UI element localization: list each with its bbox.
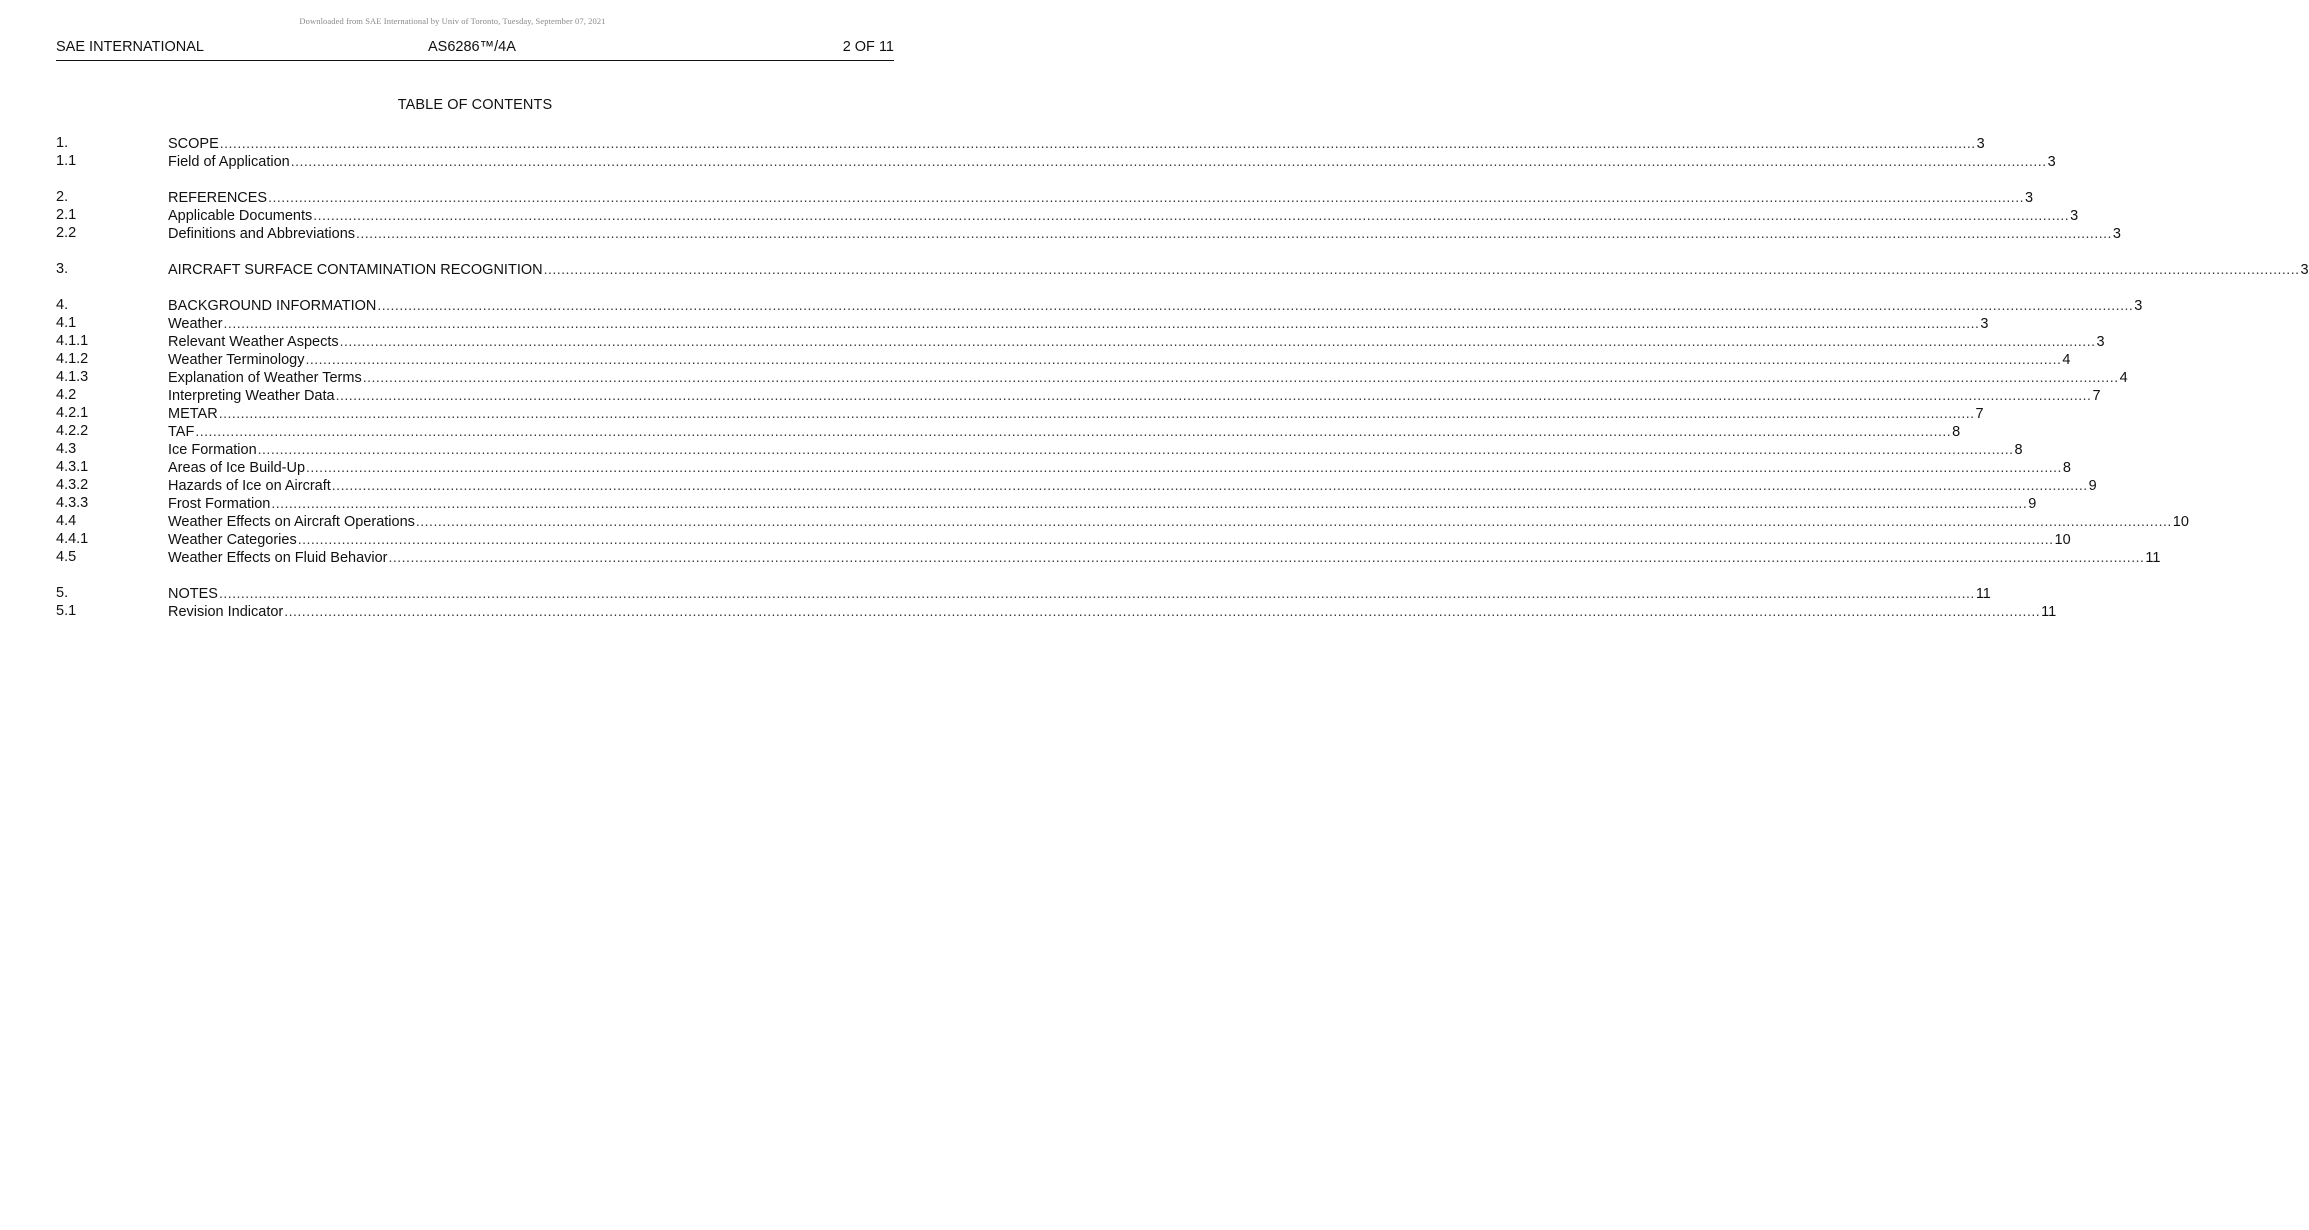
toc-entry-title: Weather Effects on Aircraft Operations	[168, 514, 415, 530]
toc-entry-title: Areas of Ice Build-Up	[168, 460, 306, 476]
toc-entry-title: Frost Formation	[168, 496, 271, 512]
toc-entry-title: Weather Categories	[168, 532, 297, 548]
toc-entry-line	[168, 602, 2057, 621]
toc-entry[interactable]	[56, 512, 2189, 530]
toc-entry[interactable]	[56, 134, 1985, 152]
dot-leader: ................................................................................................................................................................................................................................................................................................................................................................................................................	[218, 585, 1975, 601]
toc-entry-page: 4	[2119, 370, 2128, 386]
toc-entry-line	[168, 224, 2121, 243]
toc-entry-page: 8	[2062, 460, 2071, 476]
toc-entry[interactable]	[56, 314, 1989, 332]
toc-entry-number: 5.	[56, 585, 69, 601]
toc-entry[interactable]	[56, 260, 2309, 278]
dot-leader: ................................................................................................................................................................................................................................................................................................................................................................................................................	[271, 495, 2028, 511]
toc-entry-number: 4.1.2	[56, 351, 89, 367]
toc-entry-number: 1.	[56, 135, 69, 151]
dot-leader: ................................................................................................................................................................................................................................................................................................................................................................................................................	[362, 369, 2119, 385]
dot-leader: ................................................................................................................................................................................................................................................................................................................................................................................................................	[268, 189, 2024, 205]
toc-section-group	[56, 260, 2309, 278]
toc-entry-number: 4.	[56, 297, 69, 313]
dot-leader: ................................................................................................................................................................................................................................................................................................................................................................................................................	[219, 135, 1976, 151]
toc-entry-number: 2.	[56, 189, 69, 205]
toc-entry-title: TAF	[168, 424, 195, 440]
toc-entry-page: 7	[1975, 406, 1984, 422]
toc-entry-number: 4.3.2	[56, 477, 89, 493]
toc-entry-number: 5.1	[56, 603, 77, 619]
toc-entry-page: 8	[2014, 442, 2023, 458]
toc-entry-line	[168, 530, 2071, 549]
dot-leader: ................................................................................................................................................................................................................................................................................................................................................................................................................	[257, 441, 2014, 457]
toc-entry-title: Relevant Weather Aspects	[168, 334, 339, 350]
toc-entry[interactable]	[56, 476, 2097, 494]
toc-entry-title: METAR	[168, 406, 218, 422]
toc-entry-number: 4.4.1	[56, 531, 89, 547]
toc-entry-page: 7	[2092, 388, 2101, 404]
toc-entry[interactable]	[56, 350, 2071, 368]
toc-entry-page: 3	[2134, 298, 2143, 314]
toc-entry-page: 3	[1976, 136, 1985, 152]
toc-entry-title: BACKGROUND INFORMATION	[168, 298, 377, 314]
toc-entry-title: Definitions and Abbreviations	[168, 226, 356, 242]
toc-entry-line	[168, 458, 2071, 477]
toc-entry-number: 4.3	[56, 441, 77, 457]
toc-entry-line	[168, 386, 2101, 405]
toc-entry-title: Interpreting Weather Data	[168, 388, 335, 404]
toc-entry[interactable]	[56, 548, 2161, 566]
toc-entry-line	[168, 314, 1989, 333]
toc-entry-title: Applicable Documents	[168, 208, 313, 224]
toc-entry-number: 4.1	[56, 315, 77, 331]
toc-entry-title: Ice Formation	[168, 442, 257, 458]
toc-entry-page: 3	[1980, 316, 1989, 332]
toc-entry-number: 4.3.3	[56, 495, 89, 511]
toc-entry-page: 3	[2047, 154, 2056, 170]
toc-entry-number: 1.1	[56, 153, 77, 169]
toc-entry[interactable]	[56, 296, 2143, 314]
toc-entry[interactable]	[56, 386, 2101, 404]
toc-entry-page: 11	[2041, 604, 2057, 620]
toc-entry-page: 3	[2024, 190, 2034, 206]
toc-entry-page: 10	[2172, 514, 2189, 530]
toc-entry-page: 9	[2088, 478, 2097, 494]
toc-entry-number: 4.2.1	[56, 405, 89, 421]
toc-entry-line	[168, 584, 1991, 603]
toc-entry-title: SCOPE	[168, 136, 219, 152]
toc-entry-page: 3	[2096, 334, 2105, 350]
toc-entry[interactable]	[56, 332, 2105, 350]
toc-entry-number: 4.3.1	[56, 459, 89, 475]
toc-entry-title: Field of Application	[168, 154, 290, 170]
toc-entry-page: 4	[2062, 352, 2071, 368]
toc-entry-number: 2.2	[56, 225, 77, 241]
dot-leader: ................................................................................................................................................................................................................................................................................................................................................................................................................	[297, 531, 2054, 547]
toc-entry-number: 3.	[56, 261, 69, 277]
dot-leader: ................................................................................................................................................................................................................................................................................................................................................................................................................	[415, 513, 2172, 529]
document-number: AS6286™/4A	[428, 39, 516, 55]
toc-entry[interactable]	[56, 404, 1984, 422]
dot-leader: ................................................................................................................................................................................................................................................................................................................................................................................................................	[543, 261, 2300, 277]
toc-entry-line	[168, 440, 2023, 459]
dot-leader: ................................................................................................................................................................................................................................................................................................................................................................................................................	[284, 603, 2041, 619]
toc-section-group	[56, 584, 2057, 620]
toc-entry-line	[168, 404, 1984, 423]
toc-entry[interactable]	[56, 602, 2057, 620]
toc-entry-title: Revision Indicator	[168, 604, 284, 620]
dot-leader: ................................................................................................................................................................................................................................................................................................................................................................................................................	[388, 549, 2145, 565]
toc-entry-page: 3	[2300, 262, 2309, 278]
dot-leader: ................................................................................................................................................................................................................................................................................................................................................................................................................	[377, 297, 2134, 313]
table-of-contents	[56, 134, 2309, 638]
toc-entry[interactable]	[56, 188, 2034, 206]
toc-entry-title: AIRCRAFT SURFACE CONTAMINATION RECOGNITION	[168, 262, 543, 278]
toc-entry-title: Explanation of Weather Terms	[168, 370, 362, 386]
dot-leader: ................................................................................................................................................................................................................................................................................................................................................................................................................	[218, 405, 1975, 421]
toc-section-group	[56, 134, 2056, 170]
toc-entry-title: NOTES	[168, 586, 218, 602]
toc-entry[interactable]	[56, 206, 2079, 224]
toc-section-group	[56, 296, 2189, 566]
dot-leader: ................................................................................................................................................................................................................................................................................................................................................................................................................	[290, 153, 2047, 169]
page-header	[56, 38, 894, 61]
toc-entry-line	[168, 188, 2034, 207]
dot-leader: ................................................................................................................................................................................................................................................................................................................................................................................................................	[223, 315, 1980, 331]
toc-entry-number: 4.4	[56, 513, 77, 529]
toc-entry[interactable]	[56, 494, 2037, 512]
toc-entry-page: 9	[2028, 496, 2037, 512]
toc-entry-line	[168, 548, 2161, 567]
toc-entry[interactable]	[56, 584, 1991, 602]
toc-entry[interactable]	[56, 530, 2071, 548]
page-number: 2 OF 11	[842, 39, 894, 55]
dot-leader: ................................................................................................................................................................................................................................................................................................................................................................................................................	[305, 351, 2062, 367]
toc-entry-number: 4.1.1	[56, 333, 89, 349]
dot-leader: ................................................................................................................................................................................................................................................................................................................................................................................................................	[356, 225, 2112, 241]
toc-entry-title: Hazards of Ice on Aircraft	[168, 478, 331, 494]
toc-entry[interactable]	[56, 152, 2056, 170]
toc-title: TABLE OF CONTENTS	[397, 97, 553, 113]
toc-entry-line	[168, 368, 2128, 387]
toc-entry-line	[168, 134, 1985, 153]
toc-entry-line	[168, 332, 2105, 351]
dot-leader: ................................................................................................................................................................................................................................................................................................................................................................................................................	[339, 333, 2096, 349]
toc-entry-line	[168, 260, 2309, 279]
toc-entry[interactable]	[56, 422, 1961, 440]
toc-entry-line	[168, 152, 2056, 171]
toc-entry-line	[168, 296, 2143, 315]
toc-entry-number: 4.2	[56, 387, 77, 403]
toc-entry-line	[168, 206, 2079, 225]
publisher-name: SAE INTERNATIONAL	[56, 39, 204, 55]
toc-entry-page: 11	[1975, 586, 1991, 602]
toc-entry-line	[168, 512, 2189, 531]
toc-entry[interactable]	[56, 368, 2128, 386]
toc-entry[interactable]	[56, 224, 2121, 242]
toc-entry-number: 4.5	[56, 549, 77, 565]
toc-entry-page: 10	[2054, 532, 2071, 548]
toc-entry-line	[168, 422, 1961, 441]
toc-entry-page: 3	[2070, 208, 2079, 224]
download-watermark: Downloaded from SAE International by Univ of Toronto, Tuesday, September 07, 2021	[299, 16, 606, 26]
toc-entry-number: 4.1.3	[56, 369, 89, 385]
toc-entry-title: Weather	[168, 316, 223, 332]
toc-entry-page: 8	[1952, 424, 1961, 440]
dot-leader: ................................................................................................................................................................................................................................................................................................................................................................................................................	[313, 207, 2070, 223]
dot-leader: ................................................................................................................................................................................................................................................................................................................................................................................................................	[335, 387, 2092, 403]
toc-entry-title: Weather Terminology	[168, 352, 305, 368]
toc-entry[interactable]	[56, 458, 2071, 476]
toc-entry[interactable]	[56, 440, 2023, 458]
toc-entry-number: 4.2.2	[56, 423, 89, 439]
toc-entry-page: 3	[2112, 226, 2121, 242]
dot-leader: ................................................................................................................................................................................................................................................................................................................................................................................................................	[195, 423, 1952, 439]
toc-entry-title: REFERENCES	[168, 190, 268, 206]
toc-entry-number: 2.1	[56, 207, 77, 223]
toc-entry-line	[168, 494, 2037, 513]
dot-leader: ................................................................................................................................................................................................................................................................................................................................................................................................................	[306, 459, 2062, 475]
dot-leader: ................................................................................................................................................................................................................................................................................................................................................................................................................	[331, 477, 2088, 493]
toc-entry-line	[168, 476, 2097, 495]
toc-entry-line	[168, 350, 2071, 369]
toc-entry-title: Weather Effects on Fluid Behavior	[168, 550, 388, 566]
toc-entry-page: 11	[2145, 550, 2161, 566]
toc-section-group	[56, 188, 2121, 242]
